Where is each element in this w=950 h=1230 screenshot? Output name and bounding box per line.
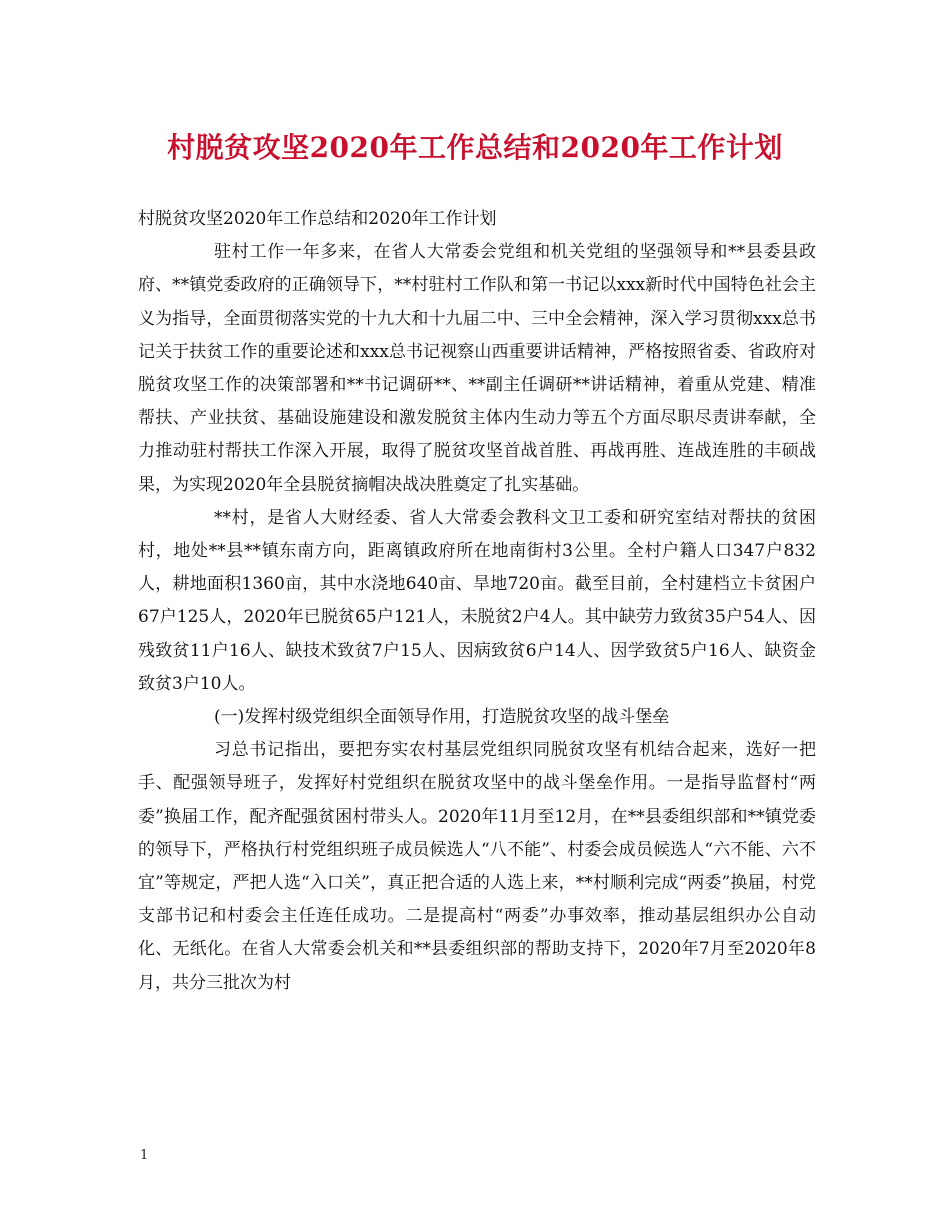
document-body [138, 203, 816, 1000]
document-subtitle: 村脱贫攻坚2020年工作总结和2020年工作计划 [138, 209, 497, 229]
page-number: 1 [140, 1148, 149, 1163]
paragraph-party-organization: 习总书记指出，要把夯实农村基层党组织同脱贫攻坚有机结合起来，选好一把手、配强领导班子，发挥好村党组织在脱贫攻坚中的战斗堡垒作用。一是指导监督村“两委”换届工作，配齐配强贫困村带头人。2020年11月至12月，在**县委组织部和**镇党委的领导下，严格执行村党组织班子成员候选人“八不能”、村委会成员候选人“六不能、六不宜”等规定，严把人选“入口关”，真正把合适的人选上来，**村顺利完成“两委”换届，村党支部书记和村委会主任连任成功。二是提高村“两委”办事效率，推动基层组织办公自动化、无纸化。在省人大常委会机关和**县委组织部的帮助支持下，2020年7月至2020年8月，共分三批次为村 [138, 740, 816, 993]
paragraph-village-overview: **村，是省人大财经委、省人大常委会教科文卫工委和研究室结对帮扶的贫困村，地处**县**镇东南方向，距离镇政府所在地南街村3公里。全村户籍人口347户832人，耕地面积1360亩，其中水浇地640亩、旱地720亩。截至目前，全村建档立卡贫困户67户125人，2020年已脱贫65户121人，未脱贫2户4人。其中缺劳力致贫35户54人、因残致贫11户16人、缺技术致贫7户15人、因病致贫6户14人、因学致贫5户16人、缺资金致贫3户10人。 [138, 507, 816, 694]
paragraph-intro: 驻村工作一年多来，在省人大常委会党组和机关党组的坚强领导和**县委县政府、**镇党委政府的正确领导下，**村驻村工作队和第一书记以xxx新时代中国特色社会主义为指导，全面贯彻落实党的十九大和十九届二中、三中全会精神，深入学习贯彻xxx总书记关于扶贫工作的重要论述和xxx总书记视察山西重要讲话精神，严格按照省委、省政府对脱贫攻坚工作的决策部署和**书记调研**、**副主任调研**讲话精神，着重从党建、精准帮扶、产业扶贫、基础设施建设和激发脱贫主体内生动力等五个方面尽职尽责讲奉献，全力推动驻村帮扶工作深入开展，取得了脱贫攻坚首战首胜、再战再胜、连战连胜的丰硕战果，为实现2020年全县脱贫摘帽决战决胜奠定了扎实基础。 [138, 242, 816, 495]
section-heading-1: (一)发挥村级党组织全面领导作用，打造脱贫攻坚的战斗堡垒 [214, 707, 670, 728]
document-title: 村脱贫攻坚2020年工作总结和2020年工作计划 [167, 131, 783, 164]
